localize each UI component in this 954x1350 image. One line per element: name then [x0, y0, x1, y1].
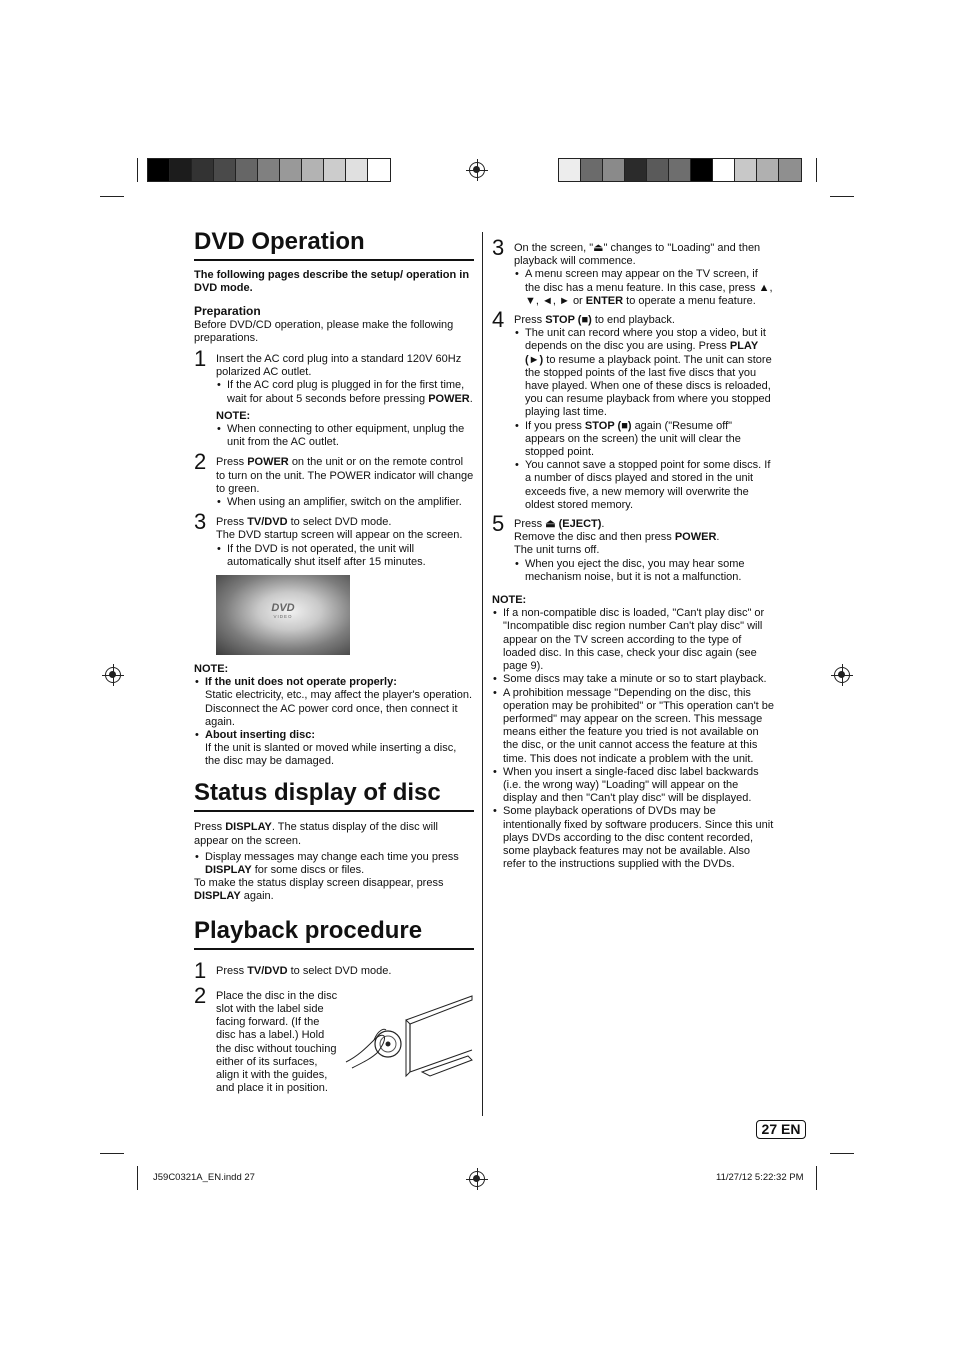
color-swatch — [735, 159, 757, 181]
color-swatch — [669, 159, 691, 181]
step-number: 2 — [194, 449, 207, 475]
step-number: 3 — [194, 509, 207, 535]
disc-insert-illustration — [344, 990, 474, 1100]
color-swatch — [302, 159, 324, 181]
step-text: Press TV/DVD to select DVD mode. — [216, 516, 392, 529]
prep-step-1 — [194, 346, 474, 449]
color-swatch — [148, 159, 170, 181]
step-number: 5 — [492, 511, 505, 537]
page-number: 27 EN — [756, 1120, 806, 1139]
color-swatch — [757, 159, 779, 181]
color-swatch — [280, 159, 302, 181]
list-item: • If the AC cord plug is plugged in for the first time, wait for about 5 seconds before pressing POWER. — [216, 379, 474, 405]
list-item: • Some discs may take a minute or so to start playback. — [492, 673, 774, 686]
step-number: 3 — [492, 235, 505, 260]
status-text: Press DISPLAY. The status display of the disc will appear on the screen. — [194, 820, 438, 847]
list-item: • A prohibition message "Depending on the disc, this operation may be prohibited" or "This operation can't be performed" may appear on the screen. This message means either the feature you tried is not available on the disc, or the unit cannot access the feature at this time. This does not indicate a problem with the unit. — [492, 687, 774, 766]
list-item: • If the unit does not operate properly: Static electricity, etc., may affect the player's operation. Disconnect the AC power cord once, then connect it again. — [194, 676, 474, 729]
step-number: 2 — [194, 982, 207, 1008]
step-text: On the screen, "⏏" changes to "Loading" and then playback will commence. — [514, 242, 761, 268]
list-item: • When you insert a single-faced disc label backwards (i.e. the wrong way) "Loading" will appear on the display and then "Can't play disc" will be displayed. — [492, 766, 774, 806]
list-item: • When connecting to other equipment, unplug the unit from the AC outlet. — [216, 423, 474, 449]
title-status-display: Status display of disc — [194, 779, 474, 812]
registration-mark-icon — [105, 667, 121, 683]
step-number: 1 — [194, 346, 207, 372]
step-text: Place the disc in the disc slot with the label side facing forward. (If the disc has a label.) Hold the disc without touching either of its surfaces, align it with the guides, and place it in position. — [216, 989, 338, 1095]
dvd-logo: DVD VIDEO — [271, 602, 295, 620]
crop-mark — [816, 158, 817, 182]
color-swatch — [368, 159, 390, 181]
color-swatch — [647, 159, 669, 181]
left-column — [194, 228, 474, 1095]
footer-timestamp: 11/27/12 5:22:32 PM — [716, 1172, 804, 1183]
playback-step-3 — [492, 235, 774, 308]
registration-mark-icon — [469, 162, 485, 178]
list-item: • If the DVD is not operated, the unit will automatically shut itself after 15 minutes. — [216, 543, 474, 569]
list-item: • When you eject the disc, you may hear some mechanism noise, but it is not a malfunction. — [514, 558, 774, 584]
registration-mark-icon — [469, 1171, 485, 1187]
prep-step-2 — [194, 449, 474, 509]
list-item: • The unit can record where you stop a video, but it depends on the disc you are using. Press PLAY (►) to resume a playback point. The unit can store the stopped points of the last five discs that you have played. When one of these discs is reloaded, you can resume playback from where you stopped playing last time. — [514, 327, 774, 419]
step-text: Press STOP (■) to end playback. — [514, 314, 675, 327]
color-bar-left — [147, 158, 391, 182]
dvd-startup-screen-image — [216, 575, 350, 655]
title-playback-procedure: Playback procedure — [194, 917, 474, 950]
crop-mark — [100, 196, 124, 197]
list-item: • Some playback operations of DVDs may be intentionally fixed by software producers. Since this unit plays DVDs according to the disc content recorded, some playback features may not be available. Also refer to the instructions supplied with the DVDs. — [492, 805, 774, 871]
color-swatch — [214, 159, 236, 181]
color-swatch — [603, 159, 625, 181]
list-item: • A menu screen may appear on the TV screen, if the disc has a menu feature. In this case, press ▲, ▼, ◄, ► or ENTER to operate a menu feature. — [514, 268, 774, 308]
step-number: 4 — [492, 307, 505, 333]
right-column — [492, 235, 775, 871]
step-text: Press ⏏ (EJECT). — [514, 518, 605, 531]
intro-text: The following pages describe the setup/ operation in DVD mode. — [194, 269, 470, 295]
color-bar-right — [558, 158, 802, 182]
list-item: • You cannot save a stopped point for some discs. If a number of discs played and stored in the unit exceeds five, a new memory will overwrite the oldest stored memory. — [514, 459, 774, 512]
playback-step-5 — [492, 511, 774, 584]
list-item: • Display messages may change each time you press DISPLAY for some discs or files. — [194, 851, 474, 877]
step-text: Insert the AC cord plug into a standard 120V 60Hz polarized AC outlet. — [216, 353, 462, 379]
step-number: 1 — [194, 957, 207, 983]
step-text-line3: The unit turns off. — [514, 544, 600, 557]
note-label: NOTE: — [194, 663, 229, 676]
color-swatch — [236, 159, 258, 181]
color-swatch — [713, 159, 735, 181]
status-text-last: To make the status display screen disappear, press DISPLAY again. — [194, 877, 444, 903]
playback-step-4 — [492, 307, 774, 512]
crop-mark — [100, 1153, 124, 1154]
crop-mark — [830, 196, 854, 197]
preparation-text: Before DVD/CD operation, please make the following preparations. — [194, 318, 454, 344]
step-text: Press TV/DVD to select DVD mode. — [216, 964, 392, 977]
crop-mark — [137, 158, 138, 182]
color-swatch — [779, 159, 801, 181]
color-swatch — [324, 159, 346, 181]
step-text: Press POWER on the unit or on the remote control to turn on the unit. The POWER indicator will change to green. — [216, 456, 474, 495]
playback-step-1 — [194, 957, 474, 983]
preparation-heading: Preparation — [194, 304, 261, 319]
column-divider — [482, 232, 483, 1116]
title-dvd-operation: DVD Operation — [194, 228, 474, 261]
color-swatch — [192, 159, 214, 181]
note-label: NOTE: — [216, 409, 251, 422]
footer-filename: J59C0321A_EN.indd 27 — [153, 1172, 255, 1183]
note-label: NOTE: — [492, 594, 527, 607]
color-swatch — [346, 159, 368, 181]
playback-step-2 — [194, 982, 474, 1096]
prep-step-3 — [194, 509, 474, 655]
list-item: • If you press STOP (■) again ("Resume off" appears on the screen) the unit will clear the stopped point. — [514, 420, 774, 460]
list-item: • When using an amplifier, switch on the amplifier. — [216, 496, 474, 509]
color-swatch — [691, 159, 713, 181]
crop-mark — [816, 1166, 817, 1190]
step-text-line2: The DVD startup screen will appear on the screen. — [216, 529, 463, 542]
step-text-line2: Remove the disc and then press POWER. — [514, 531, 720, 544]
registration-mark-icon — [834, 667, 850, 683]
crop-mark — [830, 1153, 854, 1154]
list-item: • If a non-compatible disc is loaded, "Can't play disc" or "Incompatible disc region number Can't play disc" will appear on the TV screen according to the type of loaded disc. In this case, check your disc again (see page 9). — [492, 607, 774, 673]
color-swatch — [559, 159, 581, 181]
list-item: • About inserting disc: If the unit is slanted or moved while inserting a disc, the disc may be damaged. — [194, 729, 474, 769]
crop-mark — [137, 1166, 138, 1190]
color-swatch — [625, 159, 647, 181]
color-swatch — [170, 159, 192, 181]
color-swatch — [258, 159, 280, 181]
color-swatch — [581, 159, 603, 181]
